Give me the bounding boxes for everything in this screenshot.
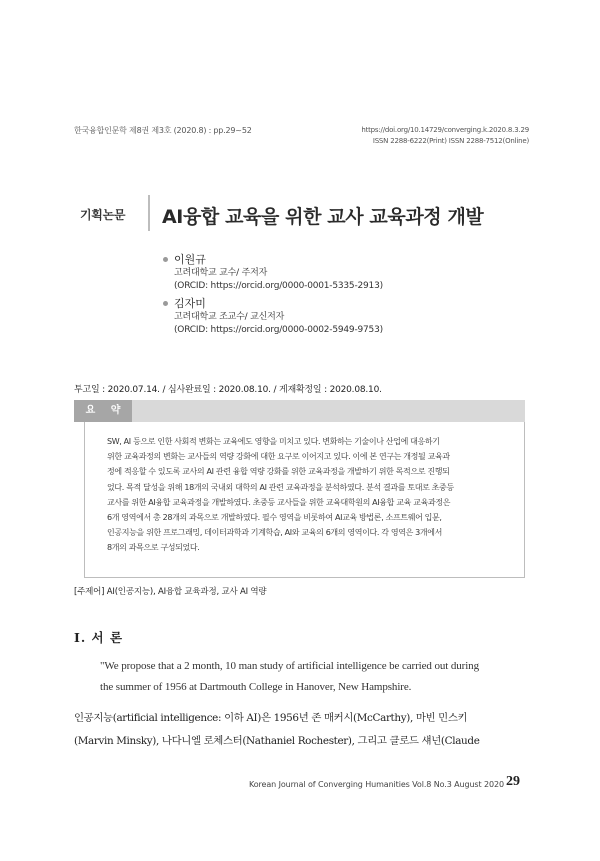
abstract-line: SW, AI 등으로 인한 사회적 변화는 교육에도 영향을 미치고 있다. 변화하는 기술이나 산업에 대응하기 bbox=[107, 437, 440, 446]
issn-text: ISSN 2288-6222(Print) ISSN 2288-7512(Online) bbox=[372, 137, 529, 145]
author-name: 김자미 bbox=[174, 297, 206, 310]
author-orcid[interactable]: (ORCID: https://orcid.org/0000-0001-5335-2913) bbox=[174, 281, 383, 291]
abstract-box bbox=[84, 422, 525, 578]
page-number: 29 bbox=[506, 774, 520, 789]
article-category: 기획논문 bbox=[80, 208, 126, 222]
author-1 bbox=[163, 252, 383, 293]
author-name: 이원규 bbox=[174, 253, 206, 266]
section-title: I. 서 론 bbox=[74, 630, 124, 645]
abstract-line: 었다. 목적 달성을 위해 18개의 국내외 대학의 AI 관련 교육과정을 분석하였다. 분석 결과를 토대로 초중등 bbox=[107, 482, 454, 492]
author-list bbox=[163, 252, 383, 340]
abstract-label: 요 약 bbox=[74, 400, 132, 422]
author-affiliation: 고려대학교 조교수/ 교신저자 bbox=[174, 312, 285, 322]
author-orcid[interactable]: (ORCID: https://orcid.org/0000-0002-5949-9753) bbox=[174, 325, 383, 335]
abstract-line: 정에 적응할 수 있도록 교사의 AI 관련 융합 역량 강화를 위한 교육과정을 개발하기 위한 목적으로 진행되 bbox=[107, 467, 450, 477]
author-affiliation: 고려대학교 교수/ 주저자 bbox=[174, 268, 268, 278]
journal-citation: 한국융합인문학 제8권 제3호 (2020.8) : pp.29~52 bbox=[74, 126, 252, 135]
body-line: 인공지능(artificial intelligence: 이하 AI)은 1956년 존 매커시(McCarthy), 마빈 민스키 bbox=[74, 712, 468, 724]
submission-dates: 투고일 : 2020.07.14. / 심사완료일 : 2020.08.10. / 게재확정일 : 2020.08.10. bbox=[74, 385, 382, 395]
epigraph-quote bbox=[100, 656, 479, 698]
abstract-line: 6개 영역에서 총 28개의 과목으로 개발하였다. 필수 영역을 비롯하여 AI교육 방법론, 소프트웨어 입문, bbox=[107, 513, 442, 523]
footer-journal: Korean Journal of Converging Humanities Vol.8 No.3 August 2020 bbox=[249, 780, 504, 789]
doi-link[interactable]: https://doi.org/10.14729/converging.k.2020.8.3.29 bbox=[361, 126, 529, 134]
quote-line: the summer of 1956 at Dartmouth College in Hanover, New Hampshire. bbox=[100, 681, 412, 693]
abstract-header-bar bbox=[74, 400, 525, 422]
body-paragraph bbox=[74, 707, 480, 753]
bullet-icon bbox=[163, 301, 168, 306]
abstract-line: 8개의 과목으로 구성되었다. bbox=[107, 543, 200, 553]
bullet-icon bbox=[163, 257, 168, 262]
abstract-line: 인공지능을 위한 프로그래밍, 데이터과학과 기계학습, AI와 교육의 6개의 영역이다. 각 영역은 3개에서 bbox=[107, 528, 443, 538]
abstract-line: 교사를 위한 AI융합 교육과정을 개발하였다. 초중등 교사들을 위한 교육대학원의 AI융합 교육 교육과정은 bbox=[107, 497, 451, 507]
abstract-line: 위한 교육과정의 변화는 교사들의 역량 강화에 대한 요구로 이어지고 있다. 이에 본 연구는 개정될 교육과 bbox=[107, 452, 450, 462]
keywords: [주제어] AI(인공지능), AI융합 교육과정, 교사 AI 역량 bbox=[74, 587, 267, 597]
title-divider bbox=[148, 195, 150, 231]
quote-line: "We propose that a 2 month, 10 man study of artificial intelligence be carried out during bbox=[100, 660, 479, 672]
article-title: AI융합 교육을 위한 교사 교육과정 개발 bbox=[162, 206, 484, 228]
author-2 bbox=[163, 296, 383, 337]
doi-issn-block bbox=[361, 125, 529, 147]
body-line: (Marvin Minsky), 나다니엘 로체스터(Nathaniel Rochester), 그리고 클로드 섀넌(Claude bbox=[74, 735, 480, 747]
